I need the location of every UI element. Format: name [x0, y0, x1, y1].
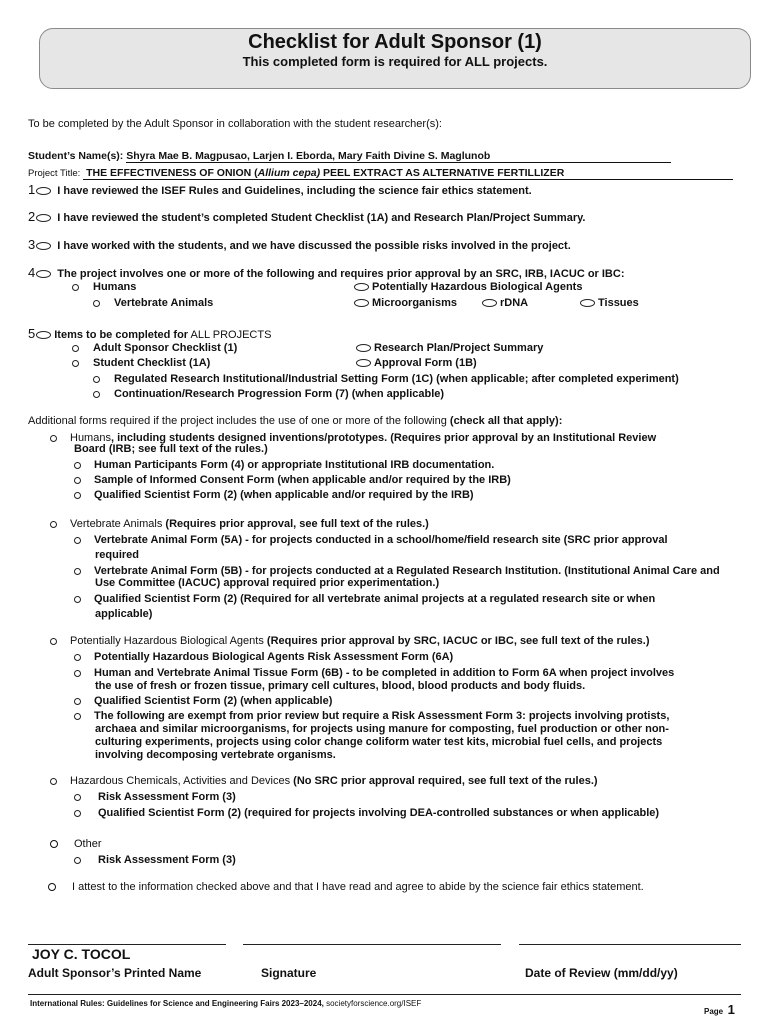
bullet-icon: [50, 778, 57, 785]
item5-approval-form-label: Approval Form (1B): [374, 357, 477, 369]
item5-research-plan-label: Research Plan/Project Summary: [374, 342, 544, 354]
vertebrate-sub-1-line2: required: [95, 549, 140, 561]
vertebrate-note: (Requires prior approval, see full text of the rules.): [162, 518, 429, 530]
item-5-text-bold: Items to be completed for: [54, 329, 189, 341]
bullet-icon: [50, 521, 57, 528]
attest-statement[interactable]: [48, 881, 644, 893]
bullet-icon: [74, 670, 81, 677]
bullet-icon: [74, 537, 81, 544]
date-label: Date of Review (mm/dd/yy): [525, 966, 678, 980]
humans-label: Humans: [70, 432, 111, 444]
bullet-icon: [74, 857, 81, 864]
footer-citation: International Rules: Guidelines for Science and Engineering Fairs 2023–2024,: [30, 999, 327, 1008]
hazard-note: (No SRC prior approval required, see full text of the rules.): [290, 775, 598, 787]
hazard-section[interactable]: [50, 775, 598, 787]
project-value-post: PEEL EXTRACT AS ALTERNATIVE FERTILLIZER: [320, 167, 565, 179]
item4-micro[interactable]: [354, 297, 457, 309]
hazard-sub-1[interactable]: [74, 791, 236, 803]
bullet-icon: [74, 462, 81, 469]
checkbox-oval-icon[interactable]: [36, 187, 51, 195]
item4-phba-label: Potentially Hazardous Biological Agents: [372, 281, 583, 293]
item-1-number: 1: [28, 182, 36, 197]
phba-label: Potentially Hazardous Biological Agents: [70, 635, 264, 647]
item-5-number: 5: [28, 326, 36, 341]
bullet-icon: [74, 654, 81, 661]
signature-line[interactable]: [243, 944, 501, 945]
footer-divider: [28, 994, 741, 995]
phba-sub-4-line2: archaea and similar microorganisms, for projects using manure for composting, fuel production or other non-: [95, 723, 669, 735]
project-value-italic: Allium cepa): [257, 167, 321, 179]
checkbox-oval-icon: [356, 344, 371, 352]
humans-line2: Board (IRB; see full text of the rules.): [74, 443, 268, 455]
humans-sub-3-label: Qualified Scientist Form (2) (when applicable and/or required by the IRB): [94, 489, 474, 501]
item-5-text-normal: ALL PROJECTS: [188, 329, 272, 341]
footer-text: [30, 999, 421, 1008]
item4-tissues[interactable]: [580, 297, 639, 309]
project-label: Project Title:: [28, 168, 81, 179]
item5-student-checklist-label: Student Checklist (1A): [93, 357, 211, 369]
bullet-icon: [74, 713, 81, 720]
vertebrate-sub-1[interactable]: [74, 534, 668, 546]
bullet-icon: [50, 435, 57, 442]
vertebrate-sub-1-line1: Vertebrate Animal Form (5A) - for projects conducted in a school/home/field research site (SRC prior approval: [94, 534, 668, 546]
additional-text-bold: (check all that apply):: [449, 415, 563, 427]
phba-sub-3-label: Qualified Scientist Form (2) (when applicable): [94, 695, 333, 707]
form-subtitle: This completed form is required for ALL projects.: [242, 54, 548, 69]
bullet-icon: [74, 596, 81, 603]
item5-regulated-label: Regulated Research Institutional/Industrial Setting Form (1C) (when applicable; after completed experiment): [114, 373, 679, 385]
checkbox-oval-icon[interactable]: [36, 214, 51, 222]
item-5: [28, 326, 271, 341]
item-4: [28, 265, 624, 280]
phba-sub-1-label: Potentially Hazardous Biological Agents Risk Assessment Form (6A): [94, 651, 454, 663]
item-3-text: I have worked with the students, and we have discussed the possible risks involved in the project.: [57, 240, 571, 252]
checkbox-oval-icon[interactable]: [36, 331, 51, 339]
humans-sub-1[interactable]: [74, 459, 494, 471]
checkbox-oval-icon: [482, 299, 497, 307]
page-label: Page: [704, 1007, 724, 1016]
phba-section[interactable]: [50, 635, 650, 647]
item4-humans[interactable]: [72, 281, 136, 293]
item-4-text: The project involves one or more of the following and requires prior approval by an SRC, IRB, IACUC or IBC:: [57, 268, 625, 280]
humans-sub-3[interactable]: [74, 489, 474, 501]
form-title: Checklist for Adult Sponsor (1): [248, 31, 542, 53]
humans-line1: , including students designed inventions/prototypes. (Requires prior approval by an Institutional Review: [110, 432, 657, 444]
phba-sub-4-line4: involving decomposing vertebrate organisms.: [95, 749, 336, 761]
phba-sub-2[interactable]: [74, 667, 674, 679]
phba-note: (Requires prior approval by SRC, IACUC or IBC, see full text of the rules.): [263, 635, 650, 647]
item-4-number: 4: [28, 265, 36, 280]
phba-sub-4-line3: culturing experiments, projects using color change coliform water test kits, microbial fuel cells, and projects: [95, 736, 663, 748]
sponsor-printed-name[interactable]: JOY C. TOCOL: [32, 946, 131, 962]
page-indicator: [704, 1001, 735, 1019]
item4-rdna[interactable]: [482, 297, 528, 309]
project-field[interactable]: [83, 167, 733, 180]
checkbox-oval-icon: [354, 299, 369, 307]
hazard-sub-2[interactable]: [74, 807, 659, 819]
vertebrate-label: Vertebrate Animals: [70, 518, 163, 530]
item5-adult-sponsor-label: Adult Sponsor Checklist (1): [93, 342, 238, 354]
project-row: [28, 167, 733, 180]
item-1: [28, 182, 532, 197]
checkbox-oval-icon[interactable]: [36, 270, 51, 278]
hazard-sub-1-label: Risk Assessment Form (3): [98, 791, 236, 803]
item4-micro-label: Microorganisms: [372, 297, 457, 309]
bullet-icon: [50, 840, 58, 848]
phba-sub-4[interactable]: [74, 710, 669, 722]
bullet-icon: [72, 284, 79, 291]
bullet-icon: [72, 345, 79, 352]
bullet-icon: [74, 794, 81, 801]
phba-sub-4-line1: The following are exempt from prior review but require a Risk Assessment Form 3: projects involving protists,: [94, 710, 670, 722]
item4-humans-label: Humans: [93, 281, 137, 293]
bullet-icon: [74, 698, 81, 705]
hazard-label: Hazardous Chemicals, Activities and Devices: [70, 775, 291, 787]
item4-vertebrate-label: Vertebrate Animals: [114, 297, 214, 309]
item5-continuation[interactable]: [93, 388, 444, 400]
additional-text-normal: Additional forms required if the project includes the use of one or more of the following: [28, 415, 450, 427]
bullet-icon: [93, 300, 100, 307]
humans-sub-1-label: Human Participants Form (4) or appropriate Institutional IRB documentation.: [94, 459, 495, 471]
vertebrate-sub-2-line2: Use Committee (IACUC) approval required prior experimentation.): [95, 577, 440, 589]
item-3: [28, 237, 571, 252]
phba-sub-2-line1: Human and Vertebrate Animal Tissue Form (6B) - to be completed in addition to Form 6A when project involves: [94, 667, 675, 679]
students-label: Student’s Name(s):: [28, 150, 124, 162]
checkbox-oval-icon: [356, 359, 371, 367]
intro-text: To be completed by the Adult Sponsor in collaboration with the student researcher(s):: [28, 118, 442, 130]
bullet-icon: [48, 883, 56, 891]
item5-adult-sponsor[interactable]: [72, 342, 237, 354]
bullet-icon: [93, 391, 100, 398]
bullet-icon: [50, 638, 57, 645]
item-2-text: I have reviewed the student’s completed Student Checklist (1A) and Research Plan/Project Summary.: [57, 212, 586, 224]
item4-rdna-label: rDNA: [500, 297, 529, 309]
form-header: [39, 28, 751, 89]
other-sub-1[interactable]: [74, 854, 236, 866]
page-number: 1: [727, 1002, 735, 1017]
additional-forms-heading: [28, 415, 562, 427]
item5-approval-form[interactable]: [356, 357, 477, 369]
bullet-icon: [74, 492, 81, 499]
item4-vertebrate[interactable]: [93, 297, 213, 309]
bullet-icon: [74, 568, 81, 575]
printed-name-label: Adult Sponsor’s Printed Name: [28, 966, 202, 980]
bullet-icon: [74, 810, 81, 817]
item-3-number: 3: [28, 237, 36, 252]
item5-regulated[interactable]: [93, 373, 679, 385]
item-1-text: I have reviewed the ISEF Rules and Guidelines, including the science fair ethics statement.: [57, 185, 532, 197]
checkbox-oval-icon: [354, 283, 369, 291]
item4-phba[interactable]: [354, 281, 582, 293]
humans-sub-2[interactable]: [74, 474, 511, 486]
footer-site: societyforscience.org/ISEF: [326, 999, 422, 1008]
phba-sub-2-line2: the use of fresh or frozen tissue, primary cell cultures, blood, blood products and body fluids.: [95, 680, 586, 692]
item4-tissues-label: Tissues: [598, 297, 639, 309]
phba-sub-3[interactable]: [74, 695, 332, 707]
project-value-pre: THE EFFECTIVENESS OF ONION (: [86, 167, 258, 179]
checkbox-oval-icon: [580, 299, 595, 307]
attest-text: I attest to the information checked above and that I have read and agree to abide by the science fair ethics statement.: [72, 881, 644, 893]
checkbox-oval-icon[interactable]: [36, 242, 51, 250]
other-label: Other: [74, 838, 102, 850]
item-2: [28, 209, 585, 224]
vertebrate-sub-2[interactable]: [74, 565, 720, 577]
vertebrate-sub-3-line2: applicable): [95, 608, 153, 620]
humans-sub-2-label: Sample of Informed Consent Form (when applicable and/or required by the IRB): [94, 474, 511, 486]
bullet-icon: [74, 477, 81, 484]
phba-sub-1[interactable]: [74, 651, 453, 663]
other-sub-1-label: Risk Assessment Form (3): [98, 854, 236, 866]
item5-continuation-label: Continuation/Research Progression Form (7) (when applicable): [114, 388, 445, 400]
item5-student-checklist[interactable]: [72, 357, 210, 369]
date-line[interactable]: [519, 944, 741, 945]
students-field[interactable]: [126, 150, 671, 163]
item5-research-plan[interactable]: [356, 342, 543, 354]
hazard-sub-2-label: Qualified Scientist Form (2) (required for projects involving DEA-controlled substances or when applicable): [98, 807, 660, 819]
vertebrate-section[interactable]: [50, 518, 429, 530]
students-row: [28, 150, 671, 163]
signature-label: Signature: [261, 966, 317, 980]
bullet-icon: [72, 360, 79, 367]
printed-name-line: [28, 944, 226, 945]
vertebrate-sub-3-line1: Qualified Scientist Form (2) (Required for all vertebrate animal projects at a regulated research site or when: [94, 593, 656, 605]
vertebrate-sub-2-line1: Vertebrate Animal Form (5B) - for projects conducted at a Regulated Research Institution. (Institutional Animal Care and: [94, 565, 720, 577]
bullet-icon: [93, 376, 100, 383]
other-section[interactable]: [50, 838, 102, 850]
students-value: Shyra Mae B. Magpusao, Larjen I. Eborda, Mary Faith Divine S. Maglunob: [126, 150, 491, 162]
item-2-number: 2: [28, 209, 36, 224]
vertebrate-sub-3[interactable]: [74, 593, 655, 605]
